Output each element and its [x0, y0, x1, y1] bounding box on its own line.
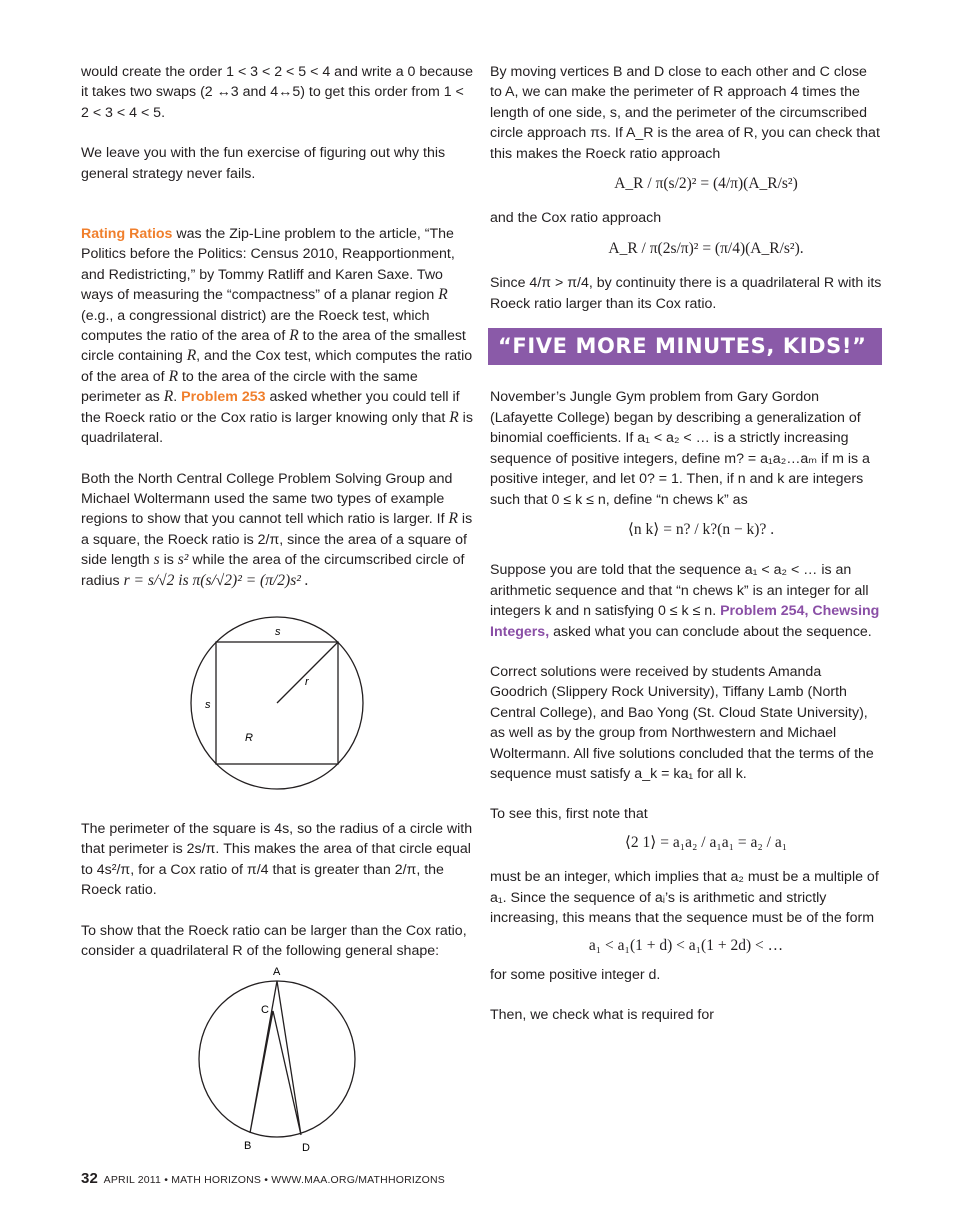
- paragraph-perimeter: The perimeter of the square is 4s, so the radius of a circle with that perimeter is 2s/π. This makes the area of that circle equal to 4s²/π, for a Cox ratio of π/4 that is greater than 2/π, the Roeck ratio.: [81, 820, 473, 899]
- math-var: R: [449, 408, 459, 426]
- paragraph-arithmetic-sequence: [490, 560, 882, 642]
- paragraph-fun-exercise: We leave you with the fun exercise of figuring out why this general strategy never fails.: [81, 145, 446, 182]
- math-var: R: [186, 347, 197, 365]
- text-run: while the area of the circumscribed circle of radius: [81, 552, 465, 589]
- label-R: R: [245, 731, 253, 744]
- math-var: R: [289, 327, 299, 345]
- quadrilateral-figure: [127, 963, 427, 1153]
- paragraph-then-check: Then, we check what is required for: [490, 1007, 714, 1024]
- right-column: [490, 62, 882, 1046]
- radius-equation: r = s/√2 is π(s/√2)² = (π/2)s² .: [123, 571, 309, 589]
- text-run: asked whether you could tell if the Roeck ratio or the Cox ratio is larger knowing only that: [81, 389, 460, 426]
- paragraph-swap-order: would create the order 1 < 3 < 2 < 5 < 4 and write a 0 because it takes two swaps (2 ↔3 and 4↔5) to get this order from 1 < 2 < 3 < 4 < 5.: [81, 64, 473, 121]
- paragraph-cox-approach: and the Cox ratio approach: [490, 210, 662, 227]
- page-number: 32: [81, 1170, 99, 1187]
- paragraph-square-example: [81, 469, 473, 591]
- rating-ratios-title: Rating Ratios: [81, 226, 173, 243]
- text-run: was the Zip-Line problem to the article, “The Politics before the Politics: Census 2010, Reapportionment, and Redistricting,” by Tommy Ratliff and Karen Saxe. Two ways of measuring the “compactness” of a planar region: [81, 226, 455, 304]
- page-footer: [81, 1170, 445, 1187]
- paragraph-consider-quadrilateral: To show that the Roeck ratio can be larger than the Cox ratio, consider a quadrilateral R of the following general shape:: [81, 922, 467, 959]
- problem-253-link[interactable]: Problem 253: [181, 389, 266, 406]
- two-chews-one-equation: ⟨2 1⟩ = a₁a₂ / a₁a₁ = a₂ / a₁: [624, 833, 788, 851]
- left-column: [81, 62, 473, 1153]
- math-var: R: [448, 510, 458, 528]
- footer-text: APRIL 2011 • MATH HORIZONS • WWW.MAA.ORG/MATHHORIZONS: [103, 1174, 445, 1186]
- paragraph-correct-solutions: Correct solutions were received by students Amanda Goodrich (Slippery Rock University), Tiffany Lamb (North Central College), and Bao Yong (St. Cloud State University), as well as by the group from Northwestern and Michael Woltermann. All five solutions concluded that the terms of the sequence must satisfy a_k = ka₁ for all k.: [490, 663, 874, 782]
- text-run: Both the North Central College Problem Solving Group and Michael Woltermann used the same two types of example regions to show that you cannot tell which ratio is larger. If: [81, 470, 453, 528]
- sequence-form-equation: a₁ < a₁(1 + d) < a₁(1 + 2d) < …: [588, 937, 784, 955]
- radius-line: [277, 642, 338, 703]
- paragraph-multiple: must be an integer, which implies that a₂ must be a multiple of a₁. Since the sequence of aᵢ’s is arithmetic and strictly increasing, this means that the sequence must be of the form: [490, 869, 879, 926]
- vertex-A: A: [273, 966, 281, 979]
- text-run: (e.g., a congressional district) are the Roeck test, which computes the ratio of the area of: [81, 307, 430, 345]
- text-run: is quadrilateral.: [81, 409, 473, 447]
- math-var: R: [163, 388, 174, 406]
- text-run: to the area of the smallest circle containing: [81, 328, 466, 365]
- text-run: is: [159, 552, 178, 569]
- text-run: is a square, the Roeck ratio is 2/π, since the area of a square of side length: [81, 511, 473, 569]
- math-var: R: [168, 367, 179, 385]
- label-r: r: [305, 675, 309, 688]
- five-more-minutes-banner: “FIVE MORE MINUTES, KIDS!”: [488, 328, 882, 365]
- vertex-D: D: [302, 1142, 310, 1154]
- n-chews-k-equation: ⟨n k⟩ = n? / k?(n − k)? .: [627, 520, 775, 538]
- paragraph-jungle-gym: November’s Jungle Gym problem from Gary Gordon (Lafayette College) began by describing a generalization of binomial coefficients. If a₁ < a₂ < … is a strictly increasing sequence of positive integers, define m? = a₁a₂…aₘ if m is a positive integer, and let 0? = 1. Then, if n and k are integers such that 0 ≤ k ≤ n, define “n chews k” as: [490, 389, 870, 508]
- text-run: .: [173, 389, 182, 406]
- text-run: , and the Cox test, which computes the ratio of the area of: [81, 348, 473, 385]
- paragraph-moving-vertices: By moving vertices B and D close to each other and C close to A, we can make the perimeter of R approach 4 times the length of one side, s, and the perimeter of the circumscribed circle approach πs. If A_R is the area of R, you can check that this makes the Roeck ratio approach: [490, 64, 880, 162]
- paragraph-positive-integer: for some positive integer d.: [490, 966, 661, 983]
- math-var: R: [438, 286, 448, 304]
- math-var: s²: [177, 551, 189, 569]
- problem-254-link[interactable]: Problem 254, Chewsing Integers,: [490, 603, 880, 640]
- paragraph-continuity: Since 4/π > π/4, by continuity there is a quadrilateral R with its Roeck ratio larger than its Cox ratio.: [490, 275, 882, 312]
- vertex-C: C: [261, 1004, 269, 1017]
- text-run: Suppose you are told that the sequence a₁ < a₂ < … is an arithmetic sequence and that “n chews k” is an integer for all integers k and n satisfying 0 ≤ k ≤ n.: [490, 562, 869, 620]
- quadrilateral-shape: [250, 981, 301, 1135]
- paragraph-first-note: To see this, first note that: [490, 806, 648, 823]
- square-in-circle-figure: [127, 609, 427, 799]
- cox-ratio-equation: A_R / π(2s/π)² = (π/4)(A_R/s²).: [608, 239, 804, 257]
- quadrilateral-circle: [199, 981, 355, 1137]
- text-run: asked what you can conclude about the sequence.: [549, 623, 872, 640]
- paragraph-rating-ratios: [81, 224, 473, 448]
- label-s-top: s: [275, 625, 281, 638]
- text-run: to the area of the circle with the same perimeter as: [81, 368, 418, 406]
- label-s-left: s: [205, 698, 211, 711]
- roeck-ratio-equation: A_R / π(s/2)² = (4/π)(A_R/s²): [614, 175, 798, 193]
- math-var: s: [153, 551, 160, 569]
- vertex-B: B: [244, 1140, 252, 1153]
